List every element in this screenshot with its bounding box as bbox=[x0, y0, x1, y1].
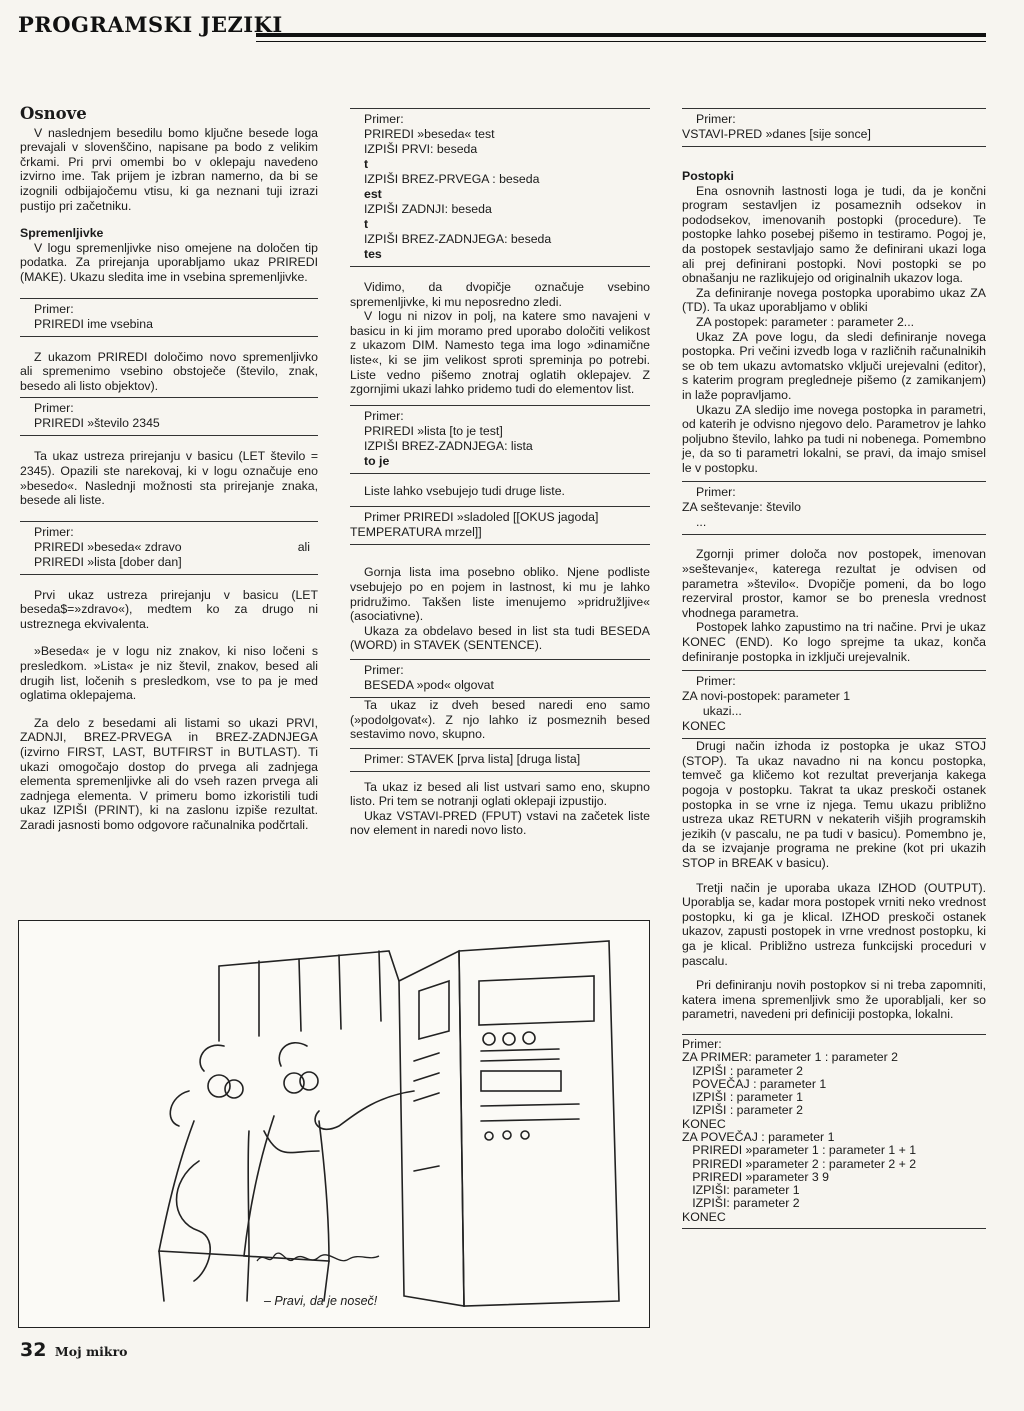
code-line: PRIREDI »parameter 3 9 bbox=[682, 1169, 829, 1184]
code-line: Primer: bbox=[696, 674, 736, 689]
code-line: Primer: bbox=[34, 301, 74, 316]
column-1 bbox=[20, 104, 318, 833]
code-line: KONEC bbox=[682, 719, 726, 734]
code-line: ukazi... bbox=[696, 704, 742, 719]
paragraph: Ta ukaz iz besed ali list ustvari samo eno, skupno listo. Pri tem se notranji oglati oklepaji izpustijo. bbox=[350, 779, 650, 809]
article-heading: Osnove bbox=[20, 104, 87, 123]
code-line: Primer: bbox=[682, 1036, 722, 1051]
paragraph: ZA postopek: parameter : parameter 2... bbox=[696, 314, 915, 329]
subheading-variables: Spremenljivke bbox=[20, 226, 104, 241]
code-line: ZA POVEČAJ : parameter 1 bbox=[682, 1129, 835, 1144]
code-line: IZPIŠI ZADNJI: beseda bbox=[364, 202, 492, 216]
code-line: Primer: STAVEK [prva lista] [druga lista] bbox=[364, 751, 581, 766]
code-line: Primer: bbox=[696, 485, 736, 500]
code-example bbox=[350, 108, 650, 267]
paragraph: V naslednjem besedilu bomo ključne besede loga prevajali v slovenščino, napisane pa bodo z velikim črkami. Pri prvi omembi bo v oklepaju navedeno izvirno ime. Tak prijem je izbran namerno, da bi se izognili odbijajočemu vtisu, ki ga neznani tuji izrazi pustijo pri začetniku. bbox=[20, 125, 318, 213]
code-line: ZA PRIMER: parameter 1 : parameter 2 bbox=[682, 1050, 898, 1065]
code-line: IZPIŠI : parameter 2 bbox=[682, 1103, 803, 1118]
paragraph: Gornja lista ima posebno obliko. Njene podliste vsebujejo po en pojem in lastnost, ki mu je lahko pridružimo. Takšen liste imenujemo »pridružljive« (asociativne). bbox=[350, 565, 650, 624]
paragraph: Ena osnovnih lastnosti loga je tudi, da je končni program sestavljen iz posameznih odsekov in pododsekov, imenovanih postopki (procedure). Te postopke lahko posebej pišemo in testiramo. Pogoj je, da postopek sestavljajo samo že definirani ukazi loga ali prej definirani postopki. Novi postopki se po obnašanju ne razlikujejo od originalnih ukazov loga. bbox=[682, 183, 986, 286]
column-3 bbox=[682, 108, 986, 1229]
code-example bbox=[682, 670, 986, 739]
paragraph: Liste lahko vsebujejo tudi druge liste. bbox=[364, 483, 565, 498]
paragraph: Za definiranje novega postopka uporabimo ukaz ZA (TD). Ta ukaz uporabljamo v obliki bbox=[682, 285, 986, 315]
code-line: PRIREDI »število 2345 bbox=[34, 416, 160, 431]
code-line: PRIREDI »lista [to je test] bbox=[364, 423, 503, 438]
paragraph: V logu ni nizov in polj, na katere smo navajeni v basicu in ki jim moramo pred uporabo določiti velikost z ukazom DIM. Namesto tega ima logo »dinamične liste«, ki se jim velikost sproti spreminja po potrebi. Liste vedno pišemo znotraj oglatih oklepajev. Z zgornjimi ukazi lahko pridemo tudi do elementov list. bbox=[350, 309, 650, 397]
code-line: PRIREDI »parameter 2 : parameter 2 + 2 bbox=[682, 1156, 917, 1171]
code-line: IZPIŠI BREZ-ZADNJEGA: lista bbox=[364, 438, 533, 453]
paragraph: Vidimo, da dvopičje označuje vsebino spremenljivke, ki mu neposredno zledi. bbox=[350, 280, 650, 309]
code-line: ... bbox=[696, 515, 707, 530]
code-line: Primer PRIREDI »sladoled [[OKUS jagoda] bbox=[364, 510, 599, 525]
code-line: ZA seštevanje: število bbox=[682, 500, 801, 515]
section-title: PROGRAMSKI JEZIKI bbox=[18, 12, 283, 37]
code-line: ali bbox=[297, 539, 310, 554]
paragraph: Tretji način je uporaba ukaza IZHOD (OUTPUT). Uporablja se, kadar mora postopek vrniti neko vrednost postopku, ki ga je klical. IZHOD preskoči ostanek ukazov, zapusti postopek in vrne vrednost postopku, ki ga je klical. Približno ustreza funkcijski proceduri v pascalu. bbox=[682, 880, 986, 968]
paragraph: Ta ukaz ustreza prirejanju v basicu (LET število = 2345). Opazili ste narekovaj, ki v logu označuje eno »besedo«. Naslednji možnosti sta prirejanje znaka, besede ali liste. bbox=[20, 449, 318, 508]
code-example bbox=[20, 298, 318, 337]
code-line: IZPIŠI: parameter 1 bbox=[682, 1183, 800, 1198]
paragraph: Zgornji primer določa nov postopek, imenovan »seštevanje«, katerega rezultat je odvisen od parametra »število«. Dvopičje pomeni, da bo logo rezerviral prostor, kamor se bo prenesla vrednost vhodnega parametra. bbox=[682, 547, 986, 620]
page-number: 32 bbox=[20, 1339, 47, 1361]
column-2 bbox=[350, 108, 650, 838]
paragraph: »Beseda« je v logu niz znakov, ki niso ločeni s presledkom. »Lista« je niz števil, znakov, besed ali drugih list, ločenih s presledkom, vse to pa je med oglatima oklepajema. bbox=[20, 644, 318, 703]
paragraph: Z ukazom PRIREDI določimo novo spremenljivko ali spremenimo vsebino obstoječe (število, znak, besedo ali listo objektov). bbox=[20, 349, 318, 393]
code-line: Primer: bbox=[34, 524, 74, 539]
header-rule bbox=[256, 33, 986, 42]
code-line: PRIREDI ime vsebina bbox=[34, 316, 153, 331]
code-line: IZPIŠI PRVI: beseda bbox=[364, 142, 478, 156]
page-footer bbox=[20, 1339, 128, 1361]
code-line: IZPIŠI BREZ-ZADNJEGA: beseda bbox=[364, 232, 552, 246]
cartoon-caption: – Pravi, da je noseč! bbox=[264, 1294, 378, 1308]
code-line-row bbox=[34, 540, 318, 555]
code-line: KONEC bbox=[682, 1116, 726, 1131]
magazine-name: Moj mikro bbox=[54, 1344, 128, 1359]
paragraph: Drugi način izhoda iz postopka je ukaz STOJ (STOP). Ta ukaz navadno ni na koncu postopka, temveč ga kličemo kot rezultat preverjanja kakega pogoja v postopku. Takrat ta ukaz preskoči ostanek postopka in se vrne iz njega. Temu ukazu približno ustreza ukaz RETURN v nekaterih višjih programskih jezikih (v pascalu, ne pa tudi v basicu). Pomembno je, da se izvajanje programa ne prekine (kot pri ukazih STOP in BREAK v basicu). bbox=[682, 739, 986, 870]
code-example bbox=[20, 397, 318, 436]
code-line: Primer: bbox=[34, 401, 74, 416]
code-line: ZA novi-postopek: parameter 1 bbox=[682, 689, 851, 704]
code-line: IZPIŠI: parameter 2 bbox=[682, 1196, 800, 1211]
code-line: PRIREDI »beseda« test bbox=[364, 127, 495, 141]
code-line: Primer: bbox=[364, 112, 404, 126]
code-line: BESEDA »pod« olgovat bbox=[364, 677, 494, 692]
code-line: IZPIŠI : parameter 2 bbox=[682, 1063, 803, 1078]
paragraph: Ukaza za obdelavo besed in list sta tudi BESEDA (WORD) in STAVEK (SENTENCE). bbox=[350, 623, 650, 653]
code-example bbox=[682, 481, 986, 535]
code-example bbox=[350, 506, 650, 545]
code-line: Primer: bbox=[364, 662, 404, 677]
code-line: KONEC bbox=[682, 1209, 726, 1224]
paragraph: Postopek lahko zapustimo na tri načine. Prvi je ukaz KONEC (END). Ko logo sprejme ta ukaz, konča definiranje postopka in izključi urejevalnik. bbox=[682, 620, 986, 664]
code-line: IZPIŠI BREZ-PRVEGA : beseda bbox=[364, 172, 540, 186]
paragraph: Ukaz VSTAVI-PRED (FPUT) vstavi na začetek liste nov element in naredi novo listo. bbox=[350, 808, 650, 838]
paragraph: Za delo z besedami ali listami so ukazi PRVI, ZADNJI, BREZ-PRVEGA in BREZ-ZADNJEGA (izvirno FIRST, LAST, BUTFIRST in BUTLAST). Ti ukazi omogočajo dostop do prvega ali zadnjega elementa spremenljivke ali do vseh razen prvega ali zadnjega elementa. V primeru bomo izkoristili tudi ukaz IZPIŠI (PRINT), ki na zaslonu izpiše rezultat. Zaradi jasnosti bomo odgovore računalnika podčrtali. bbox=[20, 715, 318, 832]
code-line: TEMPERATURA mrzel]] bbox=[350, 525, 482, 540]
subheading-procedures: Postopki bbox=[682, 169, 734, 183]
code-output: est bbox=[364, 187, 382, 201]
page-header bbox=[18, 6, 986, 42]
code-output: t bbox=[364, 217, 369, 231]
paragraph: V logu spremenljivke niso omejene na določen tip podatka. Za prirejanja uporabljamo ukaz PRIREDI (MAKE). Ukazu sledita ime in vsebina spremenljivke. bbox=[20, 240, 318, 284]
code-output: t bbox=[364, 157, 369, 171]
paragraph: Ta ukaz iz dveh besed naredi eno samo (»podolgovat«). Z njo lahko iz posmeznih besed sestavimo novo, skupno. bbox=[350, 697, 650, 742]
code-output: to je bbox=[364, 453, 390, 468]
cartoon-drawing bbox=[19, 921, 649, 1327]
code-example bbox=[20, 521, 318, 575]
cartoon-illustration bbox=[18, 920, 650, 1328]
paragraph: Ukaz ZA pove logu, da sledi definiranje novega postopka. Pri večini izvedb loga v različnih računalnikih se ob tem ukazu avtomatsko vključi urejevalni (editor), s katerim program pregledneje pišemo (z zamikanjem) in laže popravljamo. bbox=[682, 329, 986, 402]
code-line: PRIREDI »lista [dober dan] bbox=[34, 554, 182, 569]
code-line: POVEČAJ : parameter 1 bbox=[682, 1076, 827, 1091]
code-example bbox=[350, 405, 650, 474]
code-example bbox=[682, 108, 986, 147]
code-example bbox=[350, 659, 650, 698]
code-output: tes bbox=[364, 247, 382, 261]
code-line: VSTAVI-PRED »danes [sije sonce] bbox=[682, 127, 871, 141]
code-line: PRIREDI »beseda« zdravo bbox=[34, 539, 182, 554]
code-example bbox=[682, 1034, 986, 1229]
code-line: Primer: bbox=[364, 408, 404, 423]
code-line: PRIREDI »parameter 1 : parameter 1 + 1 bbox=[682, 1143, 917, 1158]
paragraph: Ukazu ZA sledijo ime novega postopka in parametri, od katerih je odvisno njegovo delo. Parametrov je lahko poljubno število, lahko pa tudi ni nobenega. Pomembno je, da so ti parametri lokalni, se pravi, da imajo smisel le v postopku. bbox=[682, 402, 986, 475]
paragraph: Prvi ukaz ustreza prirejanju v basicu (LET beseda$=»zdravo«), medtem ko za drugo ni ustreznega ekvivalenta. bbox=[20, 587, 318, 631]
code-example bbox=[350, 748, 650, 772]
paragraph: Pri definiranju novih postopkov si ni treba zapomniti, katera imena spremenljivk smo že uporabljali, ker so parametri, navedeni pri definiciji postopka, lokalni. bbox=[682, 978, 986, 1022]
code-line: Primer: bbox=[696, 112, 736, 126]
code-line: IZPIŠI : parameter 1 bbox=[682, 1090, 803, 1105]
